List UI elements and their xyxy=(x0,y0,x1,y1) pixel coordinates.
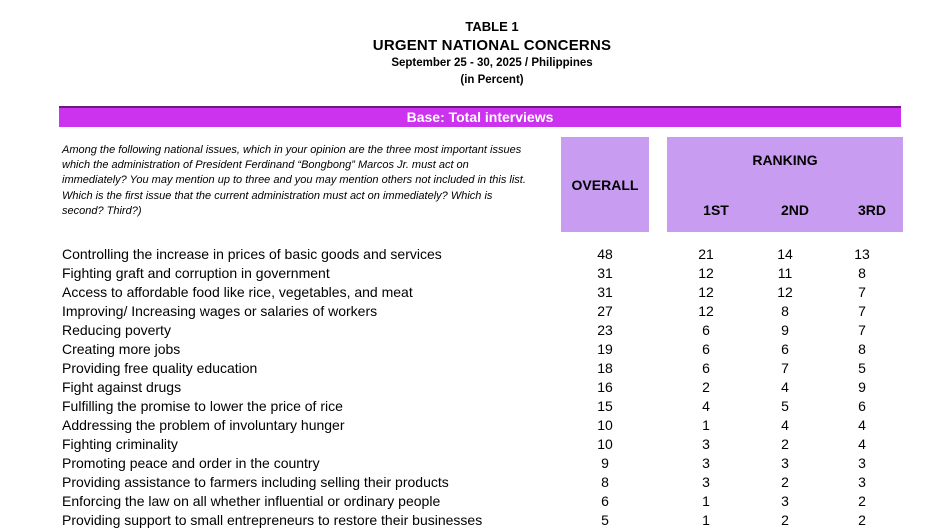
first-rank-value: 12 xyxy=(698,265,714,281)
rank-first-label: 1ST xyxy=(703,202,729,218)
row-label: Creating more jobs xyxy=(62,341,181,357)
first-rank-value: 3 xyxy=(702,455,710,471)
table-row xyxy=(0,492,940,511)
second-rank-value: 3 xyxy=(781,455,789,471)
first-rank-value: 12 xyxy=(698,303,714,319)
table-row xyxy=(0,245,940,264)
rank-third-label: 3RD xyxy=(857,202,886,218)
first-rank-value: 6 xyxy=(702,360,710,376)
base-bar: Base: Total interviews xyxy=(59,106,901,127)
row-label: Improving/ Increasing wages or salaries of workers xyxy=(62,303,378,319)
first-rank-value: 1 xyxy=(702,493,710,509)
third-rank-value: 3 xyxy=(858,474,866,490)
overall-value: 9 xyxy=(601,455,609,471)
row-label: Addressing the problem of involuntary hunger xyxy=(62,417,345,433)
second-rank-value: 2 xyxy=(781,474,789,490)
table-label: TABLE 1 xyxy=(465,19,519,34)
table-row xyxy=(0,511,940,530)
first-rank-value: 3 xyxy=(702,474,710,490)
overall-value: 23 xyxy=(597,322,613,338)
second-rank-value: 4 xyxy=(781,379,789,395)
overall-label: OVERALL xyxy=(571,176,639,193)
survey-question: Among the following national issues, which in your opinion are the three most important issues which the administration of President Ferdinand “Bongbong” Marcos Jr. must act on immediately? You may mention up to three and you may mention others not included in this list. Which is the first issue that the current administration must act on immediately? Which is second? Third?) xyxy=(62,144,526,217)
data-table-body xyxy=(0,245,940,530)
overall-value: 19 xyxy=(597,341,613,357)
rank-second-label: 2ND xyxy=(780,202,809,218)
table-row xyxy=(0,359,940,378)
table-row xyxy=(0,397,940,416)
second-rank-value: 9 xyxy=(781,322,789,338)
overall-value: 16 xyxy=(597,379,613,395)
table-row xyxy=(0,264,940,283)
third-rank-value: 5 xyxy=(858,360,866,376)
first-rank-value: 3 xyxy=(702,436,710,452)
first-rank-value: 1 xyxy=(702,417,710,433)
table-unit: (in Percent) xyxy=(460,74,524,86)
third-rank-value: 13 xyxy=(854,246,870,262)
row-label: Promoting peace and order in the country xyxy=(62,455,320,471)
second-rank-value: 8 xyxy=(781,303,789,319)
first-rank-value: 6 xyxy=(702,322,710,338)
third-rank-value: 4 xyxy=(858,436,866,452)
row-label: Controlling the increase in prices of basic goods and services xyxy=(62,246,442,262)
table-row xyxy=(0,435,940,454)
row-label: Fulfilling the promise to lower the price of rice xyxy=(62,398,343,414)
second-rank-value: 3 xyxy=(781,493,789,509)
first-rank-value: 12 xyxy=(698,284,714,300)
third-rank-value: 8 xyxy=(858,265,866,281)
second-rank-value: 7 xyxy=(781,360,789,376)
table-row xyxy=(0,340,940,359)
third-rank-value: 2 xyxy=(858,493,866,509)
third-rank-value: 6 xyxy=(858,398,866,414)
overall-value: 31 xyxy=(597,265,613,281)
overall-column-header xyxy=(561,137,649,232)
overall-value: 27 xyxy=(597,303,613,319)
third-rank-value: 7 xyxy=(858,322,866,338)
overall-value: 48 xyxy=(597,246,613,262)
overall-value: 31 xyxy=(597,284,613,300)
first-rank-value: 21 xyxy=(698,246,714,262)
third-rank-value: 7 xyxy=(858,284,866,300)
first-rank-value: 1 xyxy=(702,512,710,528)
table-row xyxy=(0,321,940,340)
row-label: Providing support to small entrepreneurs to restore their businesses xyxy=(62,512,483,528)
table-title: URGENT NATIONAL CONCERNS xyxy=(372,37,612,54)
third-rank-value: 3 xyxy=(858,455,866,471)
row-label: Fighting criminality xyxy=(62,436,178,452)
row-label: Enforcing the law on all whether influential or ordinary people xyxy=(62,493,441,509)
second-rank-value: 4 xyxy=(781,417,789,433)
first-rank-value: 2 xyxy=(702,379,710,395)
ranking-label: RANKING xyxy=(752,152,818,168)
first-rank-value: 4 xyxy=(702,398,710,414)
second-rank-value: 2 xyxy=(781,436,789,452)
third-rank-value: 8 xyxy=(858,341,866,357)
row-label: Providing free quality education xyxy=(62,360,258,376)
third-rank-value: 7 xyxy=(858,303,866,319)
second-rank-value: 12 xyxy=(777,284,793,300)
second-rank-value: 5 xyxy=(781,398,789,414)
table-row xyxy=(0,416,940,435)
second-rank-value: 2 xyxy=(781,512,789,528)
row-label: Fighting graft and corruption in government xyxy=(62,265,330,281)
table-header xyxy=(0,18,940,88)
overall-value: 10 xyxy=(597,417,613,433)
second-rank-value: 6 xyxy=(781,341,789,357)
table-row xyxy=(0,454,940,473)
row-label: Providing assistance to farmers including selling their products xyxy=(62,474,449,490)
third-rank-value: 2 xyxy=(858,512,866,528)
table-row xyxy=(0,378,940,397)
table-row xyxy=(0,283,940,302)
first-rank-value: 6 xyxy=(702,341,710,357)
overall-value: 8 xyxy=(601,474,609,490)
row-label: Fight against drugs xyxy=(62,379,182,395)
overall-value: 15 xyxy=(597,398,613,414)
table-subtitle: September 25 - 30, 2025 / Philippines xyxy=(391,57,593,69)
overall-value: 6 xyxy=(601,493,609,509)
second-rank-value: 11 xyxy=(777,265,793,281)
overall-value: 18 xyxy=(597,360,613,376)
row-label: Reducing poverty xyxy=(62,322,171,338)
overall-value: 5 xyxy=(601,512,609,528)
row-label: Access to affordable food like rice, vegetables, and meat xyxy=(62,284,413,300)
overall-value: 10 xyxy=(597,436,613,452)
table-row xyxy=(0,302,940,321)
third-rank-value: 9 xyxy=(858,379,866,395)
table-row xyxy=(0,473,940,492)
third-rank-value: 4 xyxy=(858,417,866,433)
second-rank-value: 14 xyxy=(777,246,793,262)
ranking-column-header xyxy=(667,137,903,232)
